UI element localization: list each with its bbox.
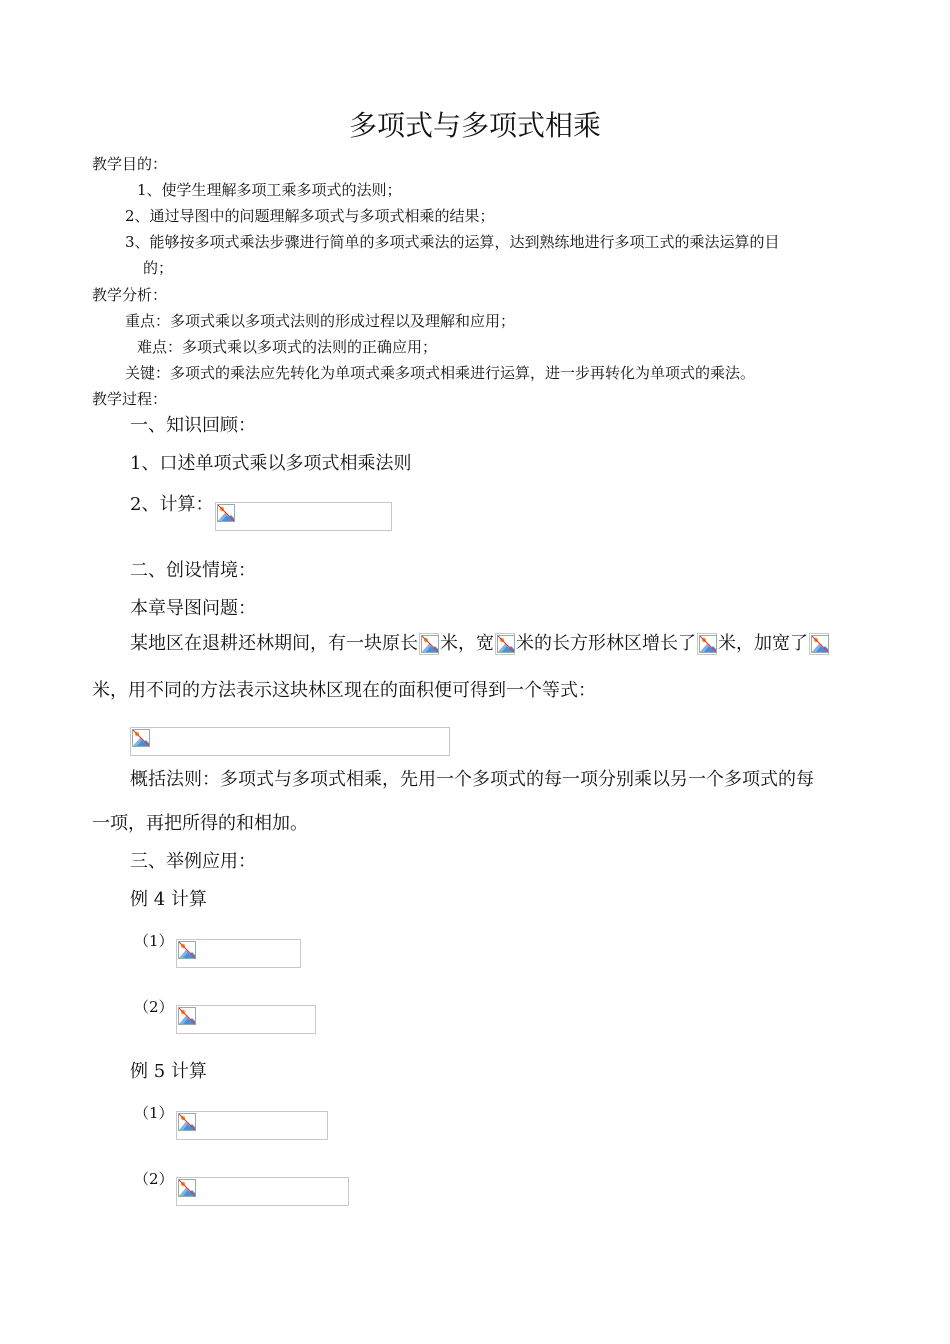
formula-image — [495, 633, 515, 655]
problem-line-2: 米，用不同的方法表示这块林区现在的面积便可得到一个等式： — [92, 680, 596, 701]
formula-image — [176, 1005, 316, 1034]
broken-image-icon — [497, 635, 515, 653]
objective-item-2: 2、通过导图中的问题理解多项式与多项式相乘的结果； — [125, 207, 495, 225]
objective-item-3-cont: 的； — [143, 259, 174, 277]
broken-image-icon — [217, 504, 235, 522]
review-heading: 一、知识回顾： — [130, 415, 256, 436]
equation-image — [130, 727, 450, 756]
analysis-key-point: 重点：多项式乘以多项式法则的形成过程以及理解和应用； — [125, 312, 516, 330]
analysis-crux: 关键：多项式的乘法应先转化为单项式乘多项式相乘进行运算，进一步再转化为单项式的乘法。 — [125, 364, 756, 382]
problem-text-4: 米，加宽了 — [718, 633, 808, 654]
example-4-item-1-label: （1） — [134, 932, 174, 950]
application-heading: 三、举例应用： — [130, 851, 256, 872]
rule-line-2: 一项，再把所得的和相加。 — [92, 813, 308, 834]
broken-image-icon — [178, 941, 196, 959]
example-5-label: 例 5 计算 — [130, 1061, 207, 1082]
broken-image-icon — [132, 729, 150, 747]
problem-text-2: 米，宽 — [440, 633, 494, 654]
formula-image — [176, 939, 301, 968]
review-item-1: 1、口述单项式乘以多项式相乘法则 — [130, 453, 412, 474]
formula-image — [419, 633, 439, 655]
analysis-heading: 教学分析： — [92, 286, 168, 304]
formula-image — [809, 633, 829, 655]
broken-image-icon — [178, 1007, 196, 1025]
example-5-item-1-label: （1） — [134, 1104, 174, 1122]
example-5-item-2-label: （2） — [134, 1170, 174, 1188]
chapter-problem-label: 本章导图问题： — [130, 598, 256, 619]
formula-image — [176, 1111, 328, 1140]
broken-image-icon — [811, 635, 829, 653]
broken-image-icon — [699, 635, 717, 653]
objective-item-1: 1、使学生理解多项工乘多项式的法则； — [137, 181, 402, 199]
broken-image-icon — [178, 1179, 196, 1197]
example-4-item-2-label: （2） — [134, 998, 174, 1016]
scenario-heading: 二、创设情境： — [130, 560, 256, 581]
broken-image-icon — [178, 1113, 196, 1131]
problem-text-1: 某地区在退耕还林期间，有一块原长 — [130, 633, 418, 654]
example-4-label: 例 4 计算 — [130, 889, 207, 910]
formula-image — [215, 502, 392, 531]
formula-image — [697, 633, 717, 655]
objective-item-3: 3、能够按多项式乘法步骤进行简单的多项式乘法的运算，达到熟练地进行多项工式的乘法运算的目 — [125, 233, 780, 251]
broken-image-icon — [421, 635, 439, 653]
process-heading: 教学过程： — [92, 390, 168, 408]
objectives-heading: 教学目的： — [92, 155, 168, 173]
review-item-2: 2、计算： — [130, 494, 214, 515]
page-title: 多项式与多项式相乘 — [348, 109, 601, 142]
problem-text-3: 米的长方形林区增长了 — [516, 633, 696, 654]
analysis-difficulty: 难点：多项式乘以多项式的法则的正确应用； — [137, 338, 438, 356]
formula-image — [176, 1177, 349, 1206]
rule-line-1: 概括法则：多项式与多项式相乘，先用一个多项式的每一项分别乘以另一个多项式的每 — [130, 769, 814, 790]
problem-line-1 — [130, 633, 830, 655]
